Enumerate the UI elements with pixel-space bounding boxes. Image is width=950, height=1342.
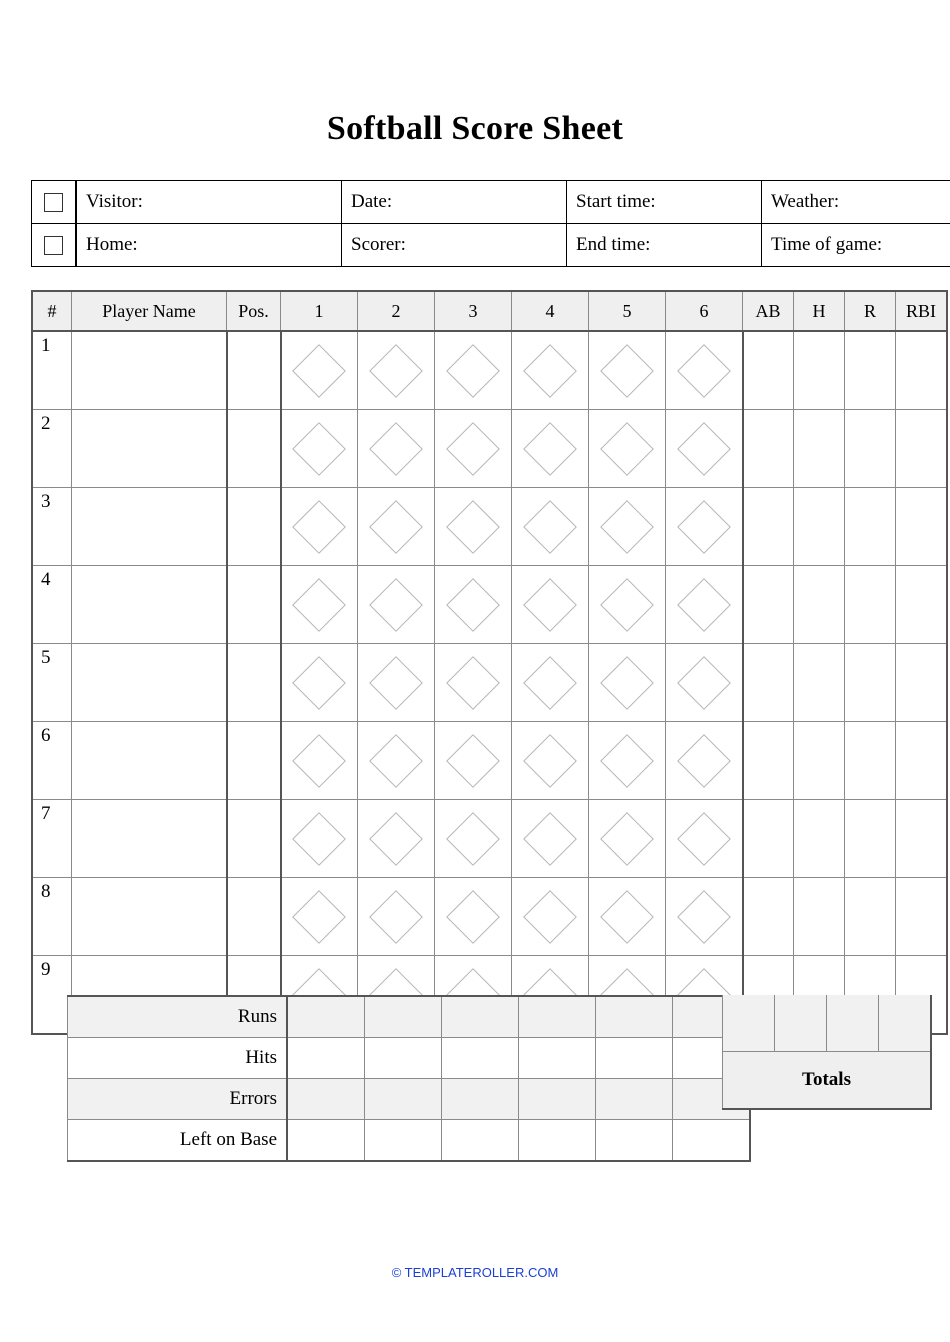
summary-grid <box>67 995 751 1162</box>
inning-cell-2[interactable] <box>358 488 435 566</box>
inning-cell-2[interactable] <box>358 644 435 722</box>
summary-label-runs: Runs <box>68 996 288 1038</box>
position-cell[interactable] <box>227 800 281 878</box>
scorer-field[interactable]: Scorer: <box>342 224 567 267</box>
summary-cell-hits-5[interactable] <box>596 1038 673 1079</box>
inning-cell-2[interactable] <box>358 566 435 644</box>
diamond-icon <box>523 344 577 398</box>
player-name-cell[interactable] <box>72 488 227 566</box>
position-cell[interactable] <box>227 566 281 644</box>
row-number: 8 <box>32 878 72 956</box>
table-row <box>32 331 947 410</box>
inning-cell-6[interactable] <box>666 722 743 800</box>
row-number: 5 <box>32 644 72 722</box>
diamond-icon <box>292 812 346 866</box>
diamond-icon <box>600 734 654 788</box>
diamond-icon <box>446 578 500 632</box>
header-inning-2: 2 <box>358 291 435 331</box>
totals-cell-rbi[interactable] <box>879 995 932 1051</box>
header-inning-6: 6 <box>666 291 743 331</box>
diamond-icon <box>292 578 346 632</box>
table-row <box>32 410 947 488</box>
summary-cell-errors-4[interactable] <box>519 1079 596 1120</box>
diamond-icon <box>523 578 577 632</box>
stat-cell-r[interactable] <box>845 878 896 956</box>
stat-cell-r[interactable] <box>845 488 896 566</box>
stat-cell-rbi[interactable] <box>896 722 948 800</box>
inning-cell-4[interactable] <box>512 566 589 644</box>
table-row <box>32 800 947 878</box>
stat-cell-h[interactable] <box>794 410 845 488</box>
diamond-icon <box>292 890 346 944</box>
diamond-icon <box>292 656 346 710</box>
inning-cell-1[interactable] <box>281 878 358 956</box>
inning-cell-5[interactable] <box>589 488 666 566</box>
inning-cell-3[interactable] <box>435 722 512 800</box>
inning-cell-5[interactable] <box>589 566 666 644</box>
stat-cell-r[interactable] <box>845 410 896 488</box>
summary-cell-lob-5[interactable] <box>596 1120 673 1162</box>
row-number: 9 <box>32 956 72 1035</box>
stat-cell-ab[interactable] <box>743 410 794 488</box>
stat-cell-h[interactable] <box>794 488 845 566</box>
diamond-icon <box>292 500 346 554</box>
totals-cell-ab[interactable] <box>723 995 775 1051</box>
stat-cell-r[interactable] <box>845 800 896 878</box>
diamond-icon <box>600 578 654 632</box>
inning-cell-6[interactable] <box>666 488 743 566</box>
diamond-icon <box>369 734 423 788</box>
summary-cell-errors-5[interactable] <box>596 1079 673 1120</box>
inning-cell-4[interactable] <box>512 331 589 410</box>
visitor-field[interactable]: Visitor: <box>76 181 342 224</box>
player-name-cell[interactable] <box>72 800 227 878</box>
diamond-icon <box>677 578 731 632</box>
position-cell[interactable] <box>227 410 281 488</box>
summary-cell-lob-1[interactable] <box>287 1120 365 1162</box>
summary-row-errors <box>68 1079 751 1120</box>
visitor-checkbox-cell[interactable] <box>32 181 77 224</box>
summary-label-errors: Errors <box>68 1079 288 1120</box>
diamond-icon <box>523 812 577 866</box>
player-name-cell[interactable] <box>72 878 227 956</box>
row-number: 3 <box>32 488 72 566</box>
summary-cell-hits-4[interactable] <box>519 1038 596 1079</box>
totals-cell-r[interactable] <box>827 995 879 1051</box>
summary-row-runs <box>68 996 751 1038</box>
row-number: 7 <box>32 800 72 878</box>
table-row <box>32 488 947 566</box>
stat-cell-h[interactable] <box>794 644 845 722</box>
inning-cell-4[interactable] <box>512 644 589 722</box>
stat-cell-ab[interactable] <box>743 644 794 722</box>
inning-cell-6[interactable] <box>666 644 743 722</box>
home-checkbox-cell[interactable] <box>32 224 77 267</box>
inning-cell-5[interactable] <box>589 644 666 722</box>
diamond-icon <box>600 890 654 944</box>
inning-cell-6[interactable] <box>666 410 743 488</box>
diamond-icon <box>677 500 731 554</box>
diamond-icon <box>369 344 423 398</box>
scoring-grid-header-row <box>32 291 947 331</box>
header-player-name: Player Name <box>72 291 227 331</box>
stat-cell-ab[interactable] <box>743 566 794 644</box>
header-inning-1: 1 <box>281 291 358 331</box>
inning-cell-3[interactable] <box>435 566 512 644</box>
diamond-icon <box>600 500 654 554</box>
stat-cell-rbi[interactable] <box>896 488 948 566</box>
diamond-icon <box>523 656 577 710</box>
inning-cell-6[interactable] <box>666 566 743 644</box>
summary-label-hits: Hits <box>68 1038 288 1079</box>
diamond-icon <box>523 890 577 944</box>
diamond-icon <box>523 500 577 554</box>
totals-label: Totals <box>723 1051 932 1109</box>
diamond-icon <box>677 656 731 710</box>
inning-cell-2[interactable] <box>358 878 435 956</box>
row-number: 4 <box>32 566 72 644</box>
start-time-field[interactable]: Start time: <box>567 181 762 224</box>
diamond-icon <box>446 890 500 944</box>
inning-cell-1[interactable] <box>281 488 358 566</box>
inning-cell-3[interactable] <box>435 331 512 410</box>
totals-cell-h[interactable] <box>775 995 827 1051</box>
summary-cell-hits-3[interactable] <box>442 1038 519 1079</box>
diamond-icon <box>446 812 500 866</box>
summary-cell-runs-2[interactable] <box>365 996 442 1038</box>
inning-cell-6[interactable] <box>666 800 743 878</box>
summary-cell-runs-4[interactable] <box>519 996 596 1038</box>
player-name-cell[interactable] <box>72 722 227 800</box>
diamond-icon <box>446 422 500 476</box>
inning-cell-4[interactable] <box>512 488 589 566</box>
stat-cell-h[interactable] <box>794 566 845 644</box>
summary-cell-errors-1[interactable] <box>287 1079 365 1120</box>
stat-cell-h[interactable] <box>794 800 845 878</box>
position-cell[interactable] <box>227 488 281 566</box>
stat-cell-r[interactable] <box>845 644 896 722</box>
row-number: 1 <box>32 331 72 410</box>
inning-cell-1[interactable] <box>281 410 358 488</box>
position-cell[interactable] <box>227 722 281 800</box>
summary-row-left-on-base <box>68 1120 751 1162</box>
summary-cell-lob-6[interactable] <box>673 1120 751 1162</box>
header-inning-4: 4 <box>512 291 589 331</box>
diamond-icon <box>369 578 423 632</box>
stat-cell-rbi[interactable] <box>896 878 948 956</box>
diamond-icon <box>292 344 346 398</box>
table-row <box>32 722 947 800</box>
diamond-icon <box>600 812 654 866</box>
header-position: Pos. <box>227 291 281 331</box>
stat-cell-r[interactable] <box>845 566 896 644</box>
info-row-home <box>32 224 950 267</box>
diamond-icon <box>369 422 423 476</box>
inning-cell-3[interactable] <box>435 800 512 878</box>
table-row <box>32 566 947 644</box>
player-name-cell[interactable] <box>72 410 227 488</box>
summary-cell-runs-1[interactable] <box>287 996 365 1038</box>
position-cell[interactable] <box>227 644 281 722</box>
diamond-icon <box>369 656 423 710</box>
inning-cell-2[interactable] <box>358 800 435 878</box>
player-name-cell[interactable] <box>72 331 227 410</box>
diamond-icon <box>677 812 731 866</box>
diamond-icon <box>292 734 346 788</box>
time-of-game-field[interactable]: Time of game: <box>762 224 950 267</box>
inning-cell-3[interactable] <box>435 644 512 722</box>
inning-cell-6[interactable] <box>666 331 743 410</box>
stat-cell-rbi[interactable] <box>896 800 948 878</box>
checkbox-icon[interactable] <box>44 236 63 255</box>
inning-cell-6[interactable] <box>666 878 743 956</box>
summary-cell-errors-3[interactable] <box>442 1079 519 1120</box>
scoring-grid <box>31 290 948 1035</box>
stat-cell-ab[interactable] <box>743 331 794 410</box>
checkbox-icon[interactable] <box>44 193 63 212</box>
summary-cell-runs-3[interactable] <box>442 996 519 1038</box>
header-inning-5: 5 <box>589 291 666 331</box>
diamond-icon <box>369 500 423 554</box>
summary-cell-runs-5[interactable] <box>596 996 673 1038</box>
player-name-cell[interactable] <box>72 566 227 644</box>
stat-cell-ab[interactable] <box>743 488 794 566</box>
weather-field[interactable]: Weather: <box>762 181 950 224</box>
inning-cell-1[interactable] <box>281 331 358 410</box>
stat-cell-h[interactable] <box>794 878 845 956</box>
stat-cell-h[interactable] <box>794 331 845 410</box>
stat-cell-ab[interactable] <box>743 722 794 800</box>
inning-cell-5[interactable] <box>589 800 666 878</box>
scoring-grid-body <box>32 331 947 1034</box>
stat-cell-rbi[interactable] <box>896 644 948 722</box>
player-name-cell[interactable] <box>72 644 227 722</box>
summary-label-left-on-base: Left on Base <box>68 1120 288 1162</box>
game-info-table <box>31 180 950 267</box>
inning-cell-4[interactable] <box>512 410 589 488</box>
diamond-icon <box>677 422 731 476</box>
inning-cell-5[interactable] <box>589 722 666 800</box>
diamond-icon <box>446 734 500 788</box>
inning-cell-5[interactable] <box>589 410 666 488</box>
totals-cells-row <box>723 995 932 1051</box>
page-title: Softball Score Sheet <box>326 110 624 147</box>
inning-cell-5[interactable] <box>589 878 666 956</box>
header-h: H <box>794 291 845 331</box>
inning-cell-4[interactable] <box>512 878 589 956</box>
diamond-icon <box>600 656 654 710</box>
stat-cell-ab[interactable] <box>743 878 794 956</box>
inning-cell-5[interactable] <box>589 331 666 410</box>
stat-cell-h[interactable] <box>794 722 845 800</box>
home-field[interactable]: Home: <box>76 224 342 267</box>
inning-cell-1[interactable] <box>281 566 358 644</box>
table-row <box>32 878 947 956</box>
stat-cell-rbi[interactable] <box>896 410 948 488</box>
totals-label-row <box>723 1051 932 1109</box>
diamond-icon <box>446 500 500 554</box>
position-cell[interactable] <box>227 878 281 956</box>
stat-cell-r[interactable] <box>845 331 896 410</box>
inning-cell-2[interactable] <box>358 722 435 800</box>
header-ab: AB <box>743 291 794 331</box>
diamond-icon <box>600 422 654 476</box>
diamond-icon <box>523 734 577 788</box>
diamond-icon <box>600 344 654 398</box>
diamond-icon <box>446 656 500 710</box>
end-time-field[interactable]: End time: <box>567 224 762 267</box>
inning-cell-3[interactable] <box>435 488 512 566</box>
summary-cell-lob-4[interactable] <box>519 1120 596 1162</box>
copyright-symbol: © <box>391 1265 405 1280</box>
header-rbi: RBI <box>896 291 948 331</box>
summary-cell-errors-2[interactable] <box>365 1079 442 1120</box>
diamond-icon <box>523 422 577 476</box>
inning-cell-2[interactable] <box>358 410 435 488</box>
diamond-icon <box>677 890 731 944</box>
stat-cell-rbi[interactable] <box>896 566 948 644</box>
position-cell[interactable] <box>227 331 281 410</box>
inning-cell-3[interactable] <box>435 878 512 956</box>
inning-cell-4[interactable] <box>512 722 589 800</box>
inning-cell-1[interactable] <box>281 722 358 800</box>
inning-cell-3[interactable] <box>435 410 512 488</box>
diamond-icon <box>292 422 346 476</box>
diamond-icon <box>677 344 731 398</box>
brand-link[interactable]: TEMPLATEROLLER.COM <box>404 1265 559 1280</box>
row-number: 2 <box>32 410 72 488</box>
summary-cell-hits-1[interactable] <box>287 1038 365 1079</box>
header-number: # <box>32 291 72 331</box>
totals-block <box>722 995 932 1110</box>
table-row <box>32 644 947 722</box>
date-field[interactable]: Date: <box>342 181 567 224</box>
diamond-icon <box>369 812 423 866</box>
footer <box>0 1265 950 1280</box>
summary-cell-lob-2[interactable] <box>365 1120 442 1162</box>
diamond-icon <box>677 734 731 788</box>
summary-row-hits <box>68 1038 751 1079</box>
diamond-icon <box>446 344 500 398</box>
header-r: R <box>845 291 896 331</box>
row-number: 6 <box>32 722 72 800</box>
stat-cell-r[interactable] <box>845 722 896 800</box>
summary-cell-hits-2[interactable] <box>365 1038 442 1079</box>
inning-cell-1[interactable] <box>281 800 358 878</box>
stat-cell-rbi[interactable] <box>896 331 948 410</box>
diamond-icon <box>369 890 423 944</box>
inning-cell-2[interactable] <box>358 331 435 410</box>
stat-cell-ab[interactable] <box>743 800 794 878</box>
inning-cell-1[interactable] <box>281 644 358 722</box>
summary-cell-lob-3[interactable] <box>442 1120 519 1162</box>
header-inning-3: 3 <box>435 291 512 331</box>
inning-cell-4[interactable] <box>512 800 589 878</box>
info-row-visitor <box>32 181 950 224</box>
